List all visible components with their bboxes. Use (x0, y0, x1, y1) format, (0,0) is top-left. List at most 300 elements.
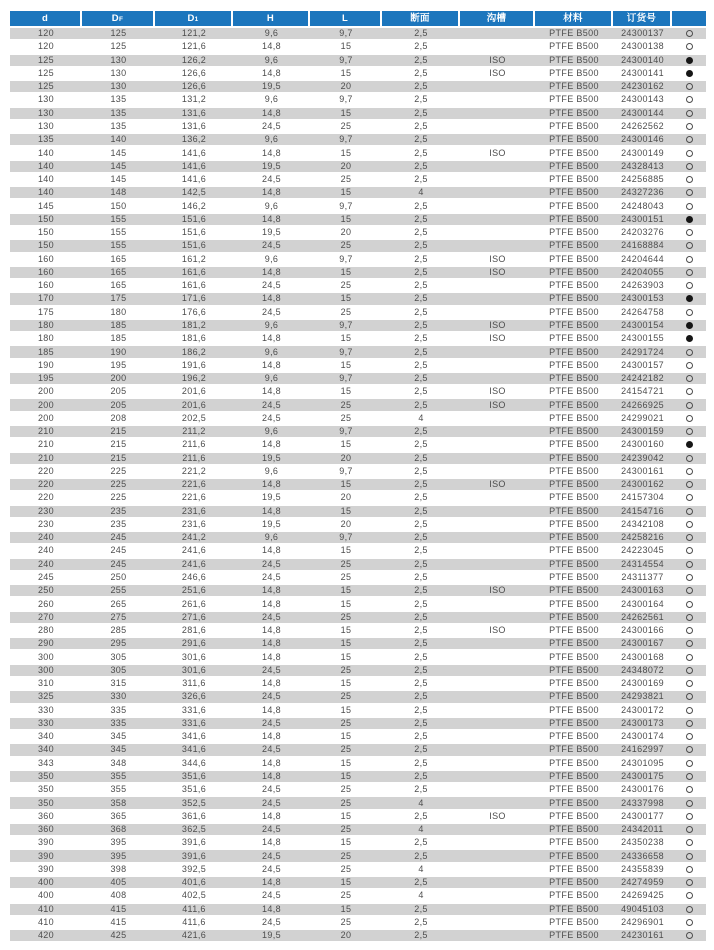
empty-circle-icon (686, 362, 693, 369)
cell-d: 135 (37, 135, 55, 145)
cell-df: 125 (110, 29, 127, 39)
cell-df: 205 (110, 400, 127, 410)
cell-d: 240 (37, 533, 55, 543)
cell-material: PTFE B500 (549, 228, 599, 238)
cell-d1: 301,6 (181, 665, 207, 675)
cell-material: PTFE B500 (549, 453, 599, 463)
cell-material: PTFE B500 (549, 387, 599, 397)
cell-material: PTFE B500 (549, 307, 599, 317)
cell-h: 14,8 (262, 42, 281, 52)
cell-section: 2,5 (414, 917, 428, 927)
cell-df: 235 (110, 506, 127, 516)
cell-df: 335 (110, 718, 127, 728)
cell-l: 20 (340, 493, 352, 503)
cell-l: 25 (340, 559, 352, 569)
cell-groove: ISO (489, 811, 506, 821)
cell-section: 2,5 (414, 121, 428, 131)
cell-df: 225 (110, 493, 127, 503)
cell-d1: 351,6 (181, 785, 207, 795)
cell-material: PTFE B500 (549, 175, 599, 185)
cell-h: 24,5 (262, 825, 281, 835)
cell-availability (672, 83, 706, 90)
cell-h: 14,8 (262, 811, 281, 821)
table-row (10, 677, 706, 690)
cell-df: 135 (110, 121, 127, 131)
cell-h: 9,6 (264, 533, 279, 543)
cell-h: 9,6 (264, 466, 279, 476)
empty-circle-icon (686, 906, 693, 913)
cell-df: 155 (110, 228, 127, 238)
cell-order-number: 24263903 (621, 281, 664, 291)
cell-l: 20 (340, 161, 352, 171)
empty-circle-icon (686, 150, 693, 157)
cell-section: 2,5 (414, 480, 428, 490)
cell-df: 125 (110, 42, 127, 52)
cell-h: 24,5 (262, 121, 281, 131)
cell-section: 2,5 (414, 148, 428, 158)
cell-material: PTFE B500 (549, 68, 599, 78)
cell-availability (672, 614, 706, 621)
cell-availability (672, 309, 706, 316)
cell-material: PTFE B500 (549, 347, 599, 357)
cell-l: 20 (340, 519, 352, 529)
cell-availability (672, 150, 706, 157)
cell-l: 25 (340, 573, 352, 583)
cell-material: PTFE B500 (549, 718, 599, 728)
cell-l: 15 (340, 387, 352, 397)
cell-d: 330 (37, 718, 55, 728)
cell-section: 2,5 (414, 679, 428, 689)
cell-order-number: 24300172 (621, 705, 664, 715)
cell-section: 2,5 (414, 95, 428, 105)
cell-d1: 231,6 (181, 519, 207, 529)
empty-circle-icon (686, 601, 693, 608)
cell-df: 195 (110, 360, 127, 370)
cell-availability (672, 786, 706, 793)
cell-order-number: 24300175 (621, 772, 664, 781)
cell-df: 368 (110, 825, 127, 835)
cell-order-number: 24300177 (621, 811, 664, 821)
cell-section: 2,5 (414, 387, 428, 397)
cell-df: 398 (110, 864, 127, 874)
cell-material: PTFE B500 (549, 917, 599, 927)
cell-d1: 131,2 (181, 95, 207, 105)
cell-l: 20 (340, 228, 352, 238)
cell-groove: ISO (489, 320, 506, 330)
cell-l: 15 (340, 652, 352, 662)
cell-order-number: 24300164 (621, 599, 664, 609)
cell-df: 225 (110, 466, 127, 476)
cell-h: 14,8 (262, 758, 281, 768)
cell-df: 175 (110, 294, 127, 304)
cell-material: PTFE B500 (549, 679, 599, 689)
cell-groove: ISO (489, 480, 506, 490)
cell-h: 24,5 (262, 175, 281, 185)
cell-order-number: 24300144 (621, 108, 664, 118)
cell-order-number: 24300157 (621, 360, 664, 370)
cell-d: 310 (37, 679, 55, 689)
cell-l: 15 (340, 705, 352, 715)
empty-circle-icon (686, 269, 693, 276)
cell-groove: ISO (489, 400, 506, 410)
cell-availability (672, 481, 706, 488)
cell-d1: 146,2 (181, 201, 207, 211)
empty-circle-icon (686, 786, 693, 793)
cell-section: 2,5 (414, 466, 428, 476)
cell-df: 225 (110, 480, 127, 490)
cell-order-number: 24337998 (621, 798, 664, 808)
cell-d: 230 (37, 519, 55, 529)
cell-order-number: 24342011 (621, 825, 664, 835)
table-row (10, 67, 706, 80)
cell-h: 14,8 (262, 68, 281, 78)
cell-l: 25 (340, 785, 352, 795)
cell-df: 165 (110, 254, 127, 264)
cell-material: PTFE B500 (549, 294, 599, 304)
cell-l: 9,7 (339, 254, 353, 264)
cell-df: 145 (110, 175, 127, 185)
table-row (10, 372, 706, 385)
cell-availability (672, 601, 706, 608)
cell-section: 2,5 (414, 400, 428, 410)
cell-d1: 202,5 (181, 413, 207, 423)
table-row (10, 664, 706, 677)
empty-circle-icon (686, 455, 693, 462)
cell-availability (672, 57, 706, 64)
cell-h: 14,8 (262, 904, 281, 914)
cell-df: 305 (110, 652, 127, 662)
cell-d: 360 (37, 825, 55, 835)
cell-availability (672, 826, 706, 833)
cell-order-number: 24311377 (621, 573, 664, 583)
cell-l: 25 (340, 917, 352, 927)
cell-order-number: 24350238 (621, 838, 664, 848)
cell-l: 15 (340, 506, 352, 516)
cell-h: 14,8 (262, 878, 281, 888)
cell-availability (672, 295, 706, 302)
cell-d: 390 (37, 851, 55, 861)
cell-availability (672, 853, 706, 860)
empty-circle-icon (686, 521, 693, 528)
cell-section: 2,5 (414, 705, 428, 715)
cell-d: 400 (37, 878, 55, 888)
table-row (10, 849, 706, 862)
cell-order-number: 24154716 (621, 506, 664, 516)
cell-order-number: 24204644 (621, 254, 664, 264)
cell-d: 170 (37, 294, 55, 304)
cell-d: 360 (37, 811, 55, 821)
cell-availability (672, 640, 706, 647)
cell-section: 2,5 (414, 559, 428, 569)
empty-circle-icon (686, 627, 693, 634)
cell-h: 24,5 (262, 573, 281, 583)
cell-d: 260 (37, 599, 55, 609)
cell-df: 215 (110, 453, 127, 463)
cell-h: 24,5 (262, 785, 281, 795)
cell-section: 2,5 (414, 427, 428, 437)
cell-h: 14,8 (262, 334, 281, 344)
cell-h: 14,8 (262, 586, 281, 596)
table-row (10, 239, 706, 252)
cell-df: 200 (110, 374, 127, 384)
cell-df: 265 (110, 599, 127, 609)
cell-section: 2,5 (414, 718, 428, 728)
filled-circle-icon (686, 57, 693, 64)
cell-order-number: 24300153 (621, 294, 664, 304)
cell-material: PTFE B500 (549, 811, 599, 821)
cell-section: 2,5 (414, 758, 428, 768)
empty-circle-icon (686, 853, 693, 860)
cell-df: 255 (110, 586, 127, 596)
empty-circle-icon (686, 813, 693, 820)
cell-section: 2,5 (414, 745, 428, 755)
cell-d: 130 (37, 121, 55, 131)
cell-l: 25 (340, 175, 352, 185)
cell-order-number: 24230162 (621, 82, 664, 92)
cell-section: 2,5 (414, 334, 428, 344)
cell-h: 9,6 (264, 55, 279, 65)
cell-h: 24,5 (262, 559, 281, 569)
cell-availability (672, 43, 706, 50)
cell-l: 25 (340, 307, 352, 317)
product-table (10, 11, 706, 942)
table-row (10, 292, 706, 305)
cell-availability (672, 813, 706, 820)
cell-df: 395 (110, 851, 127, 861)
cell-section: 2,5 (414, 612, 428, 622)
cell-l: 15 (340, 214, 352, 224)
cell-d: 410 (37, 904, 55, 914)
table-row (10, 611, 706, 624)
cell-availability (672, 906, 706, 913)
empty-circle-icon (686, 720, 693, 727)
cell-h: 19,5 (262, 82, 281, 92)
cell-d1: 161,2 (181, 254, 207, 264)
cell-l: 25 (340, 798, 352, 808)
cell-h: 14,8 (262, 626, 281, 636)
cell-d: 130 (37, 95, 55, 105)
table-row (10, 385, 706, 398)
cell-availability (672, 30, 706, 37)
cell-material: PTFE B500 (549, 586, 599, 596)
cell-l: 25 (340, 241, 352, 251)
cell-material: PTFE B500 (549, 519, 599, 529)
empty-circle-icon (686, 428, 693, 435)
table-row (10, 690, 706, 703)
cell-groove: ISO (489, 267, 506, 277)
filled-circle-icon (686, 335, 693, 342)
cell-d: 240 (37, 559, 55, 569)
cell-df: 415 (110, 917, 127, 927)
empty-circle-icon (686, 282, 693, 289)
cell-material: PTFE B500 (549, 413, 599, 423)
cell-order-number: 24342108 (621, 519, 664, 529)
cell-d: 280 (37, 626, 55, 636)
cell-groove: ISO (489, 148, 506, 158)
cell-l: 15 (340, 546, 352, 556)
cell-df: 190 (110, 347, 127, 357)
cell-availability (672, 163, 706, 170)
cell-d1: 221,6 (181, 480, 207, 490)
cell-material: PTFE B500 (549, 108, 599, 118)
cell-availability (672, 282, 706, 289)
cell-h: 14,8 (262, 480, 281, 490)
cell-section: 2,5 (414, 639, 428, 649)
cell-order-number: 24264758 (621, 307, 664, 317)
cell-d1: 291,6 (181, 639, 207, 649)
cell-availability (672, 574, 706, 581)
cell-df: 365 (110, 811, 127, 821)
cell-material: PTFE B500 (549, 825, 599, 835)
cell-h: 9,6 (264, 427, 279, 437)
cell-section: 2,5 (414, 320, 428, 330)
cell-d: 330 (37, 705, 55, 715)
cell-d: 300 (37, 665, 55, 675)
cell-d: 300 (37, 652, 55, 662)
cell-l: 9,7 (339, 29, 353, 39)
cell-availability (672, 760, 706, 767)
cell-d1: 121,6 (181, 42, 207, 52)
cell-df: 130 (110, 55, 127, 65)
table-row (10, 173, 706, 186)
table-body (10, 27, 706, 942)
cell-availability (672, 335, 706, 342)
cell-section: 2,5 (414, 931, 428, 941)
cell-availability (672, 402, 706, 409)
cell-order-number: 24300151 (621, 214, 664, 224)
cell-h: 14,8 (262, 440, 281, 450)
header-order-number: 订货号 (613, 11, 672, 26)
cell-d: 350 (37, 798, 55, 808)
empty-circle-icon (686, 654, 693, 661)
cell-section: 4 (418, 413, 424, 423)
table-row (10, 558, 706, 571)
cell-l: 20 (340, 931, 352, 941)
cell-d: 150 (37, 241, 55, 251)
empty-circle-icon (686, 760, 693, 767)
cell-d: 220 (37, 466, 55, 476)
cell-availability (672, 733, 706, 740)
cell-l: 15 (340, 838, 352, 848)
table-row (10, 80, 706, 93)
cell-availability (672, 547, 706, 554)
table-row (10, 916, 706, 929)
cell-l: 9,7 (339, 427, 353, 437)
empty-circle-icon (686, 707, 693, 714)
cell-d1: 301,6 (181, 652, 207, 662)
cell-df: 150 (110, 201, 127, 211)
cell-h: 24,5 (262, 745, 281, 755)
cell-order-number: 24300155 (621, 334, 664, 344)
cell-order-number: 24300138 (621, 42, 664, 52)
cell-d1: 151,6 (181, 228, 207, 238)
table-row (10, 133, 706, 146)
table-row (10, 823, 706, 836)
table-row (10, 836, 706, 849)
cell-availability (672, 256, 706, 263)
cell-d1: 344,6 (181, 758, 207, 768)
cell-order-number: 24203276 (621, 228, 664, 238)
cell-order-number: 24355839 (621, 864, 664, 874)
cell-section: 2,5 (414, 307, 428, 317)
table-row (10, 40, 706, 53)
cell-material: PTFE B500 (549, 878, 599, 888)
cell-l: 15 (340, 294, 352, 304)
cell-d: 210 (37, 453, 55, 463)
table-row (10, 160, 706, 173)
cell-df: 335 (110, 705, 127, 715)
cell-section: 2,5 (414, 493, 428, 503)
cell-d: 210 (37, 427, 55, 437)
cell-material: PTFE B500 (549, 626, 599, 636)
cell-h: 9,6 (264, 201, 279, 211)
cell-order-number: 24248043 (621, 201, 664, 211)
cell-availability (672, 932, 706, 939)
cell-df: 185 (110, 334, 127, 344)
cell-groove: ISO (489, 55, 506, 65)
cell-df: 345 (110, 745, 127, 755)
cell-h: 9,6 (264, 374, 279, 384)
cell-d1: 241,6 (181, 546, 207, 556)
cell-df: 185 (110, 320, 127, 330)
cell-h: 14,8 (262, 188, 281, 198)
cell-order-number: 24296901 (621, 917, 664, 927)
table-row (10, 876, 706, 889)
cell-d1: 151,6 (181, 241, 207, 251)
filled-circle-icon (686, 216, 693, 223)
cell-d: 410 (37, 917, 55, 927)
cell-material: PTFE B500 (549, 29, 599, 39)
table-row (10, 54, 706, 67)
cell-d1: 126,6 (181, 68, 207, 78)
cell-section: 2,5 (414, 692, 428, 702)
cell-d1: 141,6 (181, 148, 207, 158)
cell-d1: 196,2 (181, 374, 207, 384)
cell-l: 25 (340, 692, 352, 702)
cell-order-number: 24300176 (621, 785, 664, 795)
cell-availability (672, 693, 706, 700)
cell-d1: 411,6 (182, 917, 206, 927)
cell-section: 2,5 (414, 785, 428, 795)
empty-circle-icon (686, 879, 693, 886)
cell-l: 25 (340, 281, 352, 291)
cell-d1: 251,6 (181, 586, 207, 596)
cell-section: 2,5 (414, 838, 428, 848)
cell-section: 2,5 (414, 732, 428, 742)
cell-l: 20 (340, 82, 352, 92)
cell-section: 2,5 (414, 440, 428, 450)
cell-d1: 261,6 (181, 599, 207, 609)
empty-circle-icon (686, 733, 693, 740)
cell-d: 390 (37, 838, 55, 848)
cell-h: 9,6 (264, 347, 279, 357)
table-row (10, 770, 706, 783)
cell-d: 325 (37, 692, 55, 702)
cell-availability (672, 561, 706, 568)
cell-material: PTFE B500 (549, 665, 599, 675)
cell-df: 135 (110, 95, 127, 105)
empty-circle-icon (686, 640, 693, 647)
cell-h: 24,5 (262, 241, 281, 251)
cell-section: 2,5 (414, 519, 428, 529)
cell-d1: 241,6 (181, 559, 207, 569)
cell-availability (672, 455, 706, 462)
cell-section: 2,5 (414, 546, 428, 556)
cell-l: 15 (340, 108, 352, 118)
cell-order-number: 24300141 (621, 68, 664, 78)
table-row (10, 903, 706, 916)
empty-circle-icon (686, 892, 693, 899)
